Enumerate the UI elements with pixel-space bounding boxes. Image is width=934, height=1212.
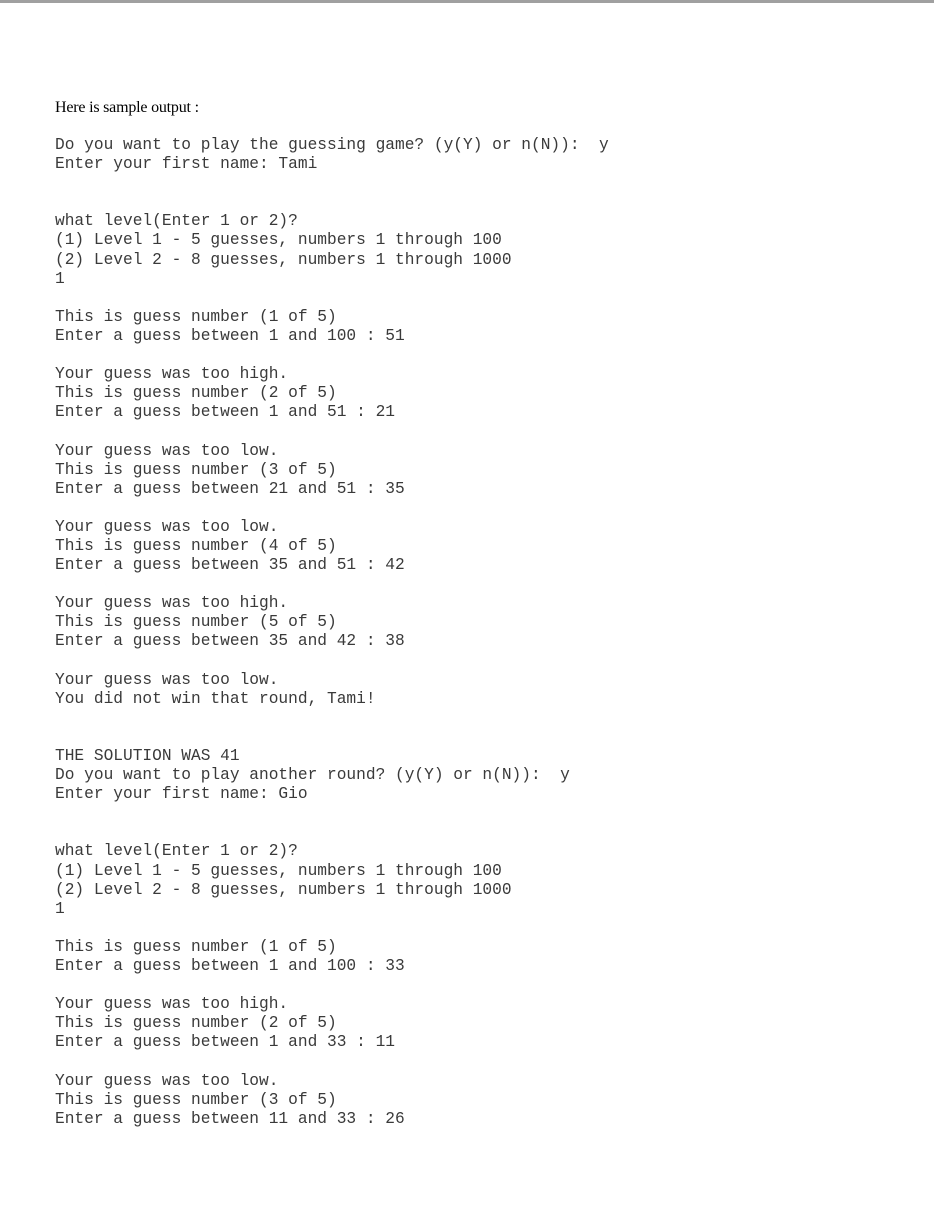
top-divider <box>0 0 934 3</box>
blank-line <box>55 289 609 308</box>
blank-line <box>55 174 609 193</box>
console-line: Your guess was too low. <box>55 441 279 460</box>
console-line: Do you want to play another round? (y(Y) or n(N)): y <box>55 766 570 785</box>
console-line: This is guess number (3 of 5) <box>55 1090 337 1109</box>
console-line: Your guess was too high. <box>55 995 289 1014</box>
console-line: (1) Level 1 - 5 guesses, numbers 1 through 100 <box>55 231 502 250</box>
console-line: You did not win that round, Tami! <box>55 689 376 708</box>
console-line: This is guess number (3 of 5) <box>55 460 337 479</box>
console-line: This is guess number (1 of 5) <box>55 307 337 326</box>
console-line: Your guess was too high. <box>55 365 289 384</box>
console-line: Do you want to play the guessing game? (y(Y) or n(N)): y <box>55 136 609 154</box>
console-line: Enter a guess between 1 and 51 : 21 <box>55 403 395 422</box>
console-line: (2) Level 2 - 8 guesses, numbers 1 through 1000 <box>55 880 512 899</box>
blank-line <box>55 193 609 212</box>
console-line: 1 <box>55 899 65 918</box>
console-line: This is guess number (5 of 5) <box>55 613 337 632</box>
console-line: THE SOLUTION WAS 41 <box>55 747 240 765</box>
blank-line <box>55 346 609 365</box>
console-line: This is guess number (2 of 5) <box>55 384 337 403</box>
blank-line <box>55 728 609 747</box>
console-line: This is guess number (1 of 5) <box>55 937 337 956</box>
console-line: Your guess was too low. <box>55 1071 279 1090</box>
console-line: This is guess number (4 of 5) <box>55 536 337 555</box>
console-output <box>55 136 609 1129</box>
sample-output-heading: Here is sample output : <box>55 99 199 116</box>
blank-line <box>55 823 609 842</box>
blank-line <box>55 1053 609 1072</box>
console-line: Enter a guess between 35 and 51 : 42 <box>55 556 405 575</box>
console-line: Enter a guess between 35 and 42 : 38 <box>55 632 405 651</box>
console-line: Your guess was too low. <box>55 517 279 536</box>
blank-line <box>55 919 609 938</box>
console-line: (2) Level 2 - 8 guesses, numbers 1 through 1000 <box>55 250 512 269</box>
console-line: what level(Enter 1 or 2)? <box>55 212 298 231</box>
blank-line <box>55 499 609 518</box>
console-line: Enter a guess between 21 and 51 : 35 <box>55 479 405 498</box>
console-line: This is guess number (2 of 5) <box>55 1014 337 1033</box>
blank-line <box>55 976 609 995</box>
console-line: Enter a guess between 1 and 33 : 11 <box>55 1033 395 1052</box>
console-line: Enter a guess between 1 and 100 : 33 <box>55 957 405 976</box>
console-line: Your guess was too high. <box>55 594 289 613</box>
blank-line <box>55 422 609 441</box>
console-line: (1) Level 1 - 5 guesses, numbers 1 through 100 <box>55 861 502 880</box>
blank-line <box>55 709 609 728</box>
console-line: Enter a guess between 11 and 33 : 26 <box>55 1109 405 1128</box>
console-line: what level(Enter 1 or 2)? <box>55 842 298 861</box>
console-line: Enter your first name: Tami <box>55 155 318 174</box>
console-line: Your guess was too low. <box>55 670 279 689</box>
blank-line <box>55 575 609 594</box>
console-line: Enter a guess between 1 and 100 : 51 <box>55 326 405 345</box>
console-line: 1 <box>55 269 65 288</box>
blank-line <box>55 652 609 671</box>
blank-line <box>55 804 609 823</box>
console-line: Enter your first name: Gio <box>55 785 308 804</box>
